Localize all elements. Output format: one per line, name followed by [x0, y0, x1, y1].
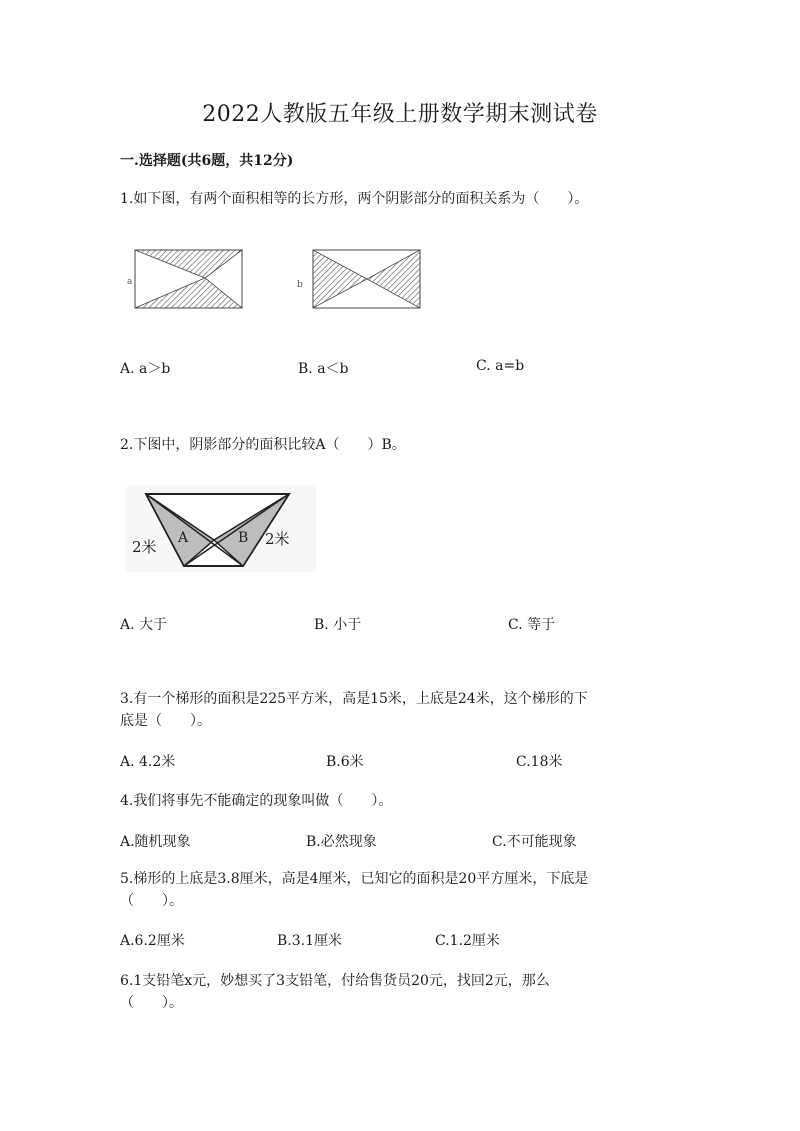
q3-option-a: A. 4.2米	[120, 754, 176, 770]
q4-option-a: A.随机现象	[120, 834, 191, 850]
question-5-text-line1: 5.梯形的上底是3.8厘米，高是4厘米，已知它的面积是20平方厘米，下底是	[120, 871, 589, 887]
label-2m-right: 2米	[265, 530, 290, 548]
q2-option-c: C. 等于	[508, 617, 556, 633]
question-1-figure	[120, 240, 440, 320]
question-2-figure	[126, 486, 316, 572]
section-heading: 一.选择题(共6题，共12分)	[120, 153, 294, 169]
question-6-text-line1: 6.1支铅笔x元，妙想买了3支铅笔，付给售货员20元，找回2元，那么	[120, 973, 550, 989]
q5-option-a: A.6.2厘米	[120, 933, 185, 949]
page-title: 2022人教版五年级上册数学期末测试卷	[202, 102, 598, 127]
label-2m-left: 2米	[132, 538, 157, 556]
question-5-text-line2: （ ）。	[120, 893, 183, 909]
q3-option-c: C.18米	[516, 754, 563, 770]
question-3-text-line2: 底是（ ）。	[120, 713, 211, 729]
q4-option-b: B.必然现象	[306, 834, 377, 850]
q3-option-b: B.6米	[326, 754, 364, 770]
q5-option-b: B.3.1厘米	[277, 933, 343, 949]
q1-option-b: B. a＜b	[298, 361, 349, 377]
rectangle-a	[135, 250, 242, 308]
label-b: b	[297, 280, 303, 290]
q2-option-b: B. 小于	[314, 617, 362, 633]
q5-option-c: C.1.2厘米	[435, 933, 500, 949]
label-region-b: B	[238, 530, 249, 546]
question-1-text: 1.如下图，有两个面积相等的长方形，两个阴影部分的面积关系为（ ）。	[120, 191, 589, 207]
question-3-text-line1: 3.有一个梯形的面积是225平方米，高是15米，上底是24米，这个梯形的下	[120, 691, 588, 707]
question-2-text: 2.下图中，阴影部分的面积比较A（ ）B。	[120, 437, 406, 453]
q1-option-a: A. a＞b	[120, 361, 171, 377]
q4-option-c: C.不可能现象	[492, 834, 577, 850]
question-6-text-line2: （ ）。	[120, 995, 183, 1011]
q1-option-c: C. a=b	[476, 358, 525, 374]
q2-option-a: A. 大于	[120, 617, 168, 633]
label-region-a: A	[178, 530, 189, 546]
rectangle-b	[313, 250, 420, 308]
label-a: a	[127, 277, 133, 287]
question-4-text: 4.我们将事先不能确定的现象叫做（ ）。	[120, 793, 393, 809]
